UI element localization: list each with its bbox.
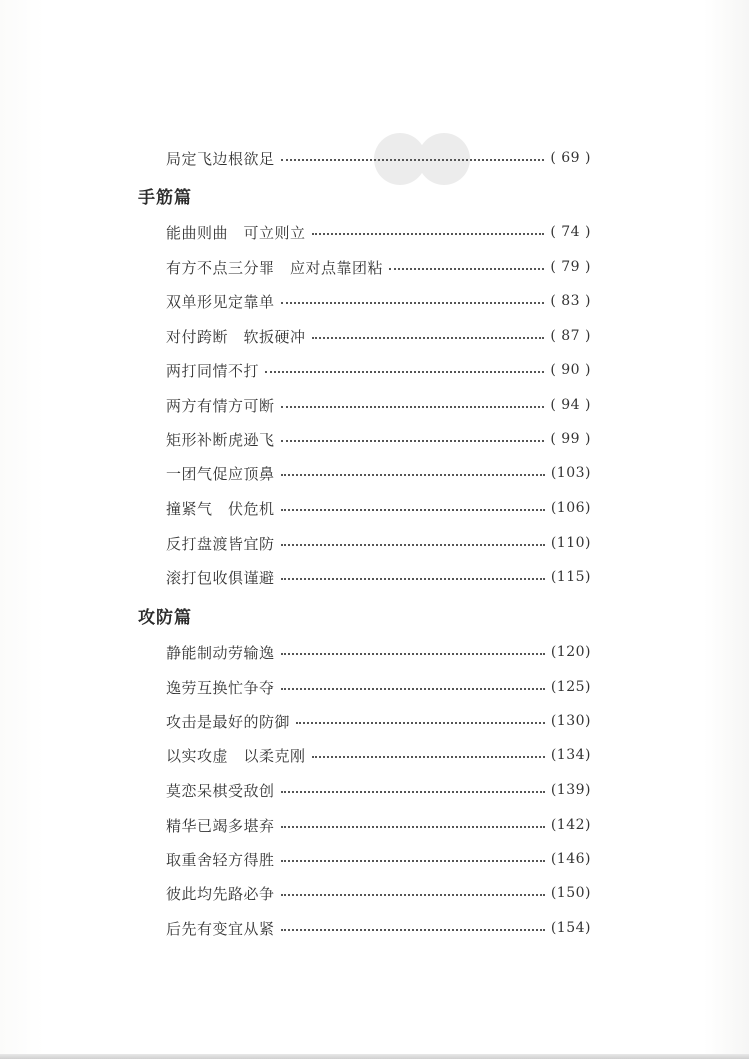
toc-entry-title: 后先有变宜从紧 (166, 919, 275, 938)
toc-entry[interactable] (166, 255, 591, 279)
toc-entry-page: (139) (550, 782, 591, 798)
toc-entry[interactable] (166, 358, 591, 382)
toc-entry[interactable] (166, 916, 591, 940)
toc-entry[interactable] (166, 675, 591, 699)
toc-entry[interactable] (166, 881, 591, 905)
dot-leader (281, 860, 545, 862)
toc-entry-page: ( 94 ) (550, 397, 591, 413)
toc-entry[interactable] (166, 640, 591, 664)
toc-entry-title: 彼此均先路必争 (166, 884, 275, 903)
toc-entry-title: 两打同情不打 (166, 361, 260, 380)
toc-entry-title: 静能制动劳输逸 (166, 643, 275, 662)
toc-entry-page: (103) (550, 465, 591, 481)
toc-entry[interactable] (166, 847, 591, 871)
toc-entry[interactable] (166, 565, 591, 589)
dot-leader (281, 302, 545, 304)
toc-entry[interactable] (166, 220, 591, 244)
dot-leader (281, 653, 545, 655)
toc-entry-page: (150) (550, 885, 591, 901)
toc-entry-page: ( 90 ) (550, 362, 591, 378)
toc-entry[interactable] (166, 496, 591, 520)
dot-leader (281, 791, 545, 793)
toc-entry-page: (142) (550, 817, 591, 833)
dot-leader (281, 406, 545, 408)
toc-entry-title: 滚打包收俱谨避 (166, 568, 275, 587)
toc-entry[interactable] (166, 743, 591, 767)
toc-entry-page: (106) (550, 500, 591, 516)
page-bottom-edge (0, 1054, 749, 1059)
toc-entry-page: (146) (550, 851, 591, 867)
dot-leader (296, 722, 545, 724)
dot-leader (265, 371, 544, 373)
toc-entry-title: 精华已竭多堪弃 (166, 816, 275, 835)
toc-entry-title: 有方不点三分罪 应对点靠团粘 (166, 258, 384, 277)
toc-entry-title: 以实攻虚 以柔克刚 (166, 746, 306, 765)
toc-entry-title: 逸劳互换忙争夺 (166, 678, 275, 697)
toc-entry-title: 攻击是最好的防御 (166, 712, 291, 731)
toc-entry[interactable] (166, 146, 591, 170)
section-heading-tesuji: 手筋篇 (138, 188, 192, 208)
dot-leader (281, 688, 545, 690)
toc-entry-title: 对付跨断 软扳硬冲 (166, 327, 306, 346)
dot-leader (281, 509, 545, 511)
dot-leader (281, 544, 545, 546)
dot-leader (312, 337, 545, 339)
toc-entry[interactable] (166, 531, 591, 555)
toc-entry-title: 反打盘渡皆宜防 (166, 534, 275, 553)
toc-entry-title: 局定飞边根欲足 (166, 149, 275, 168)
dot-leader (281, 474, 545, 476)
toc-entry[interactable] (166, 461, 591, 485)
toc-entry[interactable] (166, 427, 591, 451)
toc-entry-title: 莫恋呆棋受敌创 (166, 781, 275, 800)
toc-entry-page: (125) (550, 679, 591, 695)
dot-leader (281, 826, 545, 828)
toc-entry[interactable] (166, 324, 591, 348)
toc-entry-page: ( 69 ) (550, 150, 591, 166)
dot-leader (312, 233, 545, 235)
dot-leader (281, 159, 545, 161)
toc-entry[interactable] (166, 289, 591, 313)
toc-entry-page: ( 87 ) (550, 328, 591, 344)
dot-leader (281, 578, 545, 580)
toc-entry[interactable] (166, 813, 591, 837)
toc-entry-title: 两方有情方可断 (166, 396, 275, 415)
toc-entry[interactable] (166, 709, 591, 733)
toc-entry-title: 取重舍轻方得胜 (166, 850, 275, 869)
toc-entry-page: (120) (550, 644, 591, 660)
toc-entry-page: ( 74 ) (550, 224, 591, 240)
toc-entry-title: 一团气促应顶鼻 (166, 464, 275, 483)
toc-entry-page: (134) (550, 747, 591, 763)
dot-leader (281, 440, 545, 442)
toc-entry[interactable] (166, 393, 591, 417)
toc-entry-page: ( 79 ) (550, 259, 591, 275)
dot-leader (389, 268, 544, 270)
dot-leader (312, 756, 545, 758)
dot-leader (281, 929, 545, 931)
section-heading-attack-defense: 攻防篇 (138, 608, 192, 628)
toc-entry-page: (115) (550, 569, 591, 585)
toc-entry-title: 双单形见定靠单 (166, 292, 275, 311)
toc-entry-page: ( 99 ) (550, 431, 591, 447)
toc-entry-page: (130) (550, 713, 591, 729)
toc-entry-page: (110) (550, 535, 591, 551)
dot-leader (281, 894, 545, 896)
toc-entry-title: 撞紧气 伏危机 (166, 499, 275, 518)
toc-entry-title: 能曲则曲 可立则立 (166, 223, 306, 242)
toc-entry-page: (154) (550, 920, 591, 936)
toc-entry-title: 矩形补断虎逊飞 (166, 430, 275, 449)
toc-entry-page: ( 83 ) (550, 293, 591, 309)
toc-entry[interactable] (166, 778, 591, 802)
